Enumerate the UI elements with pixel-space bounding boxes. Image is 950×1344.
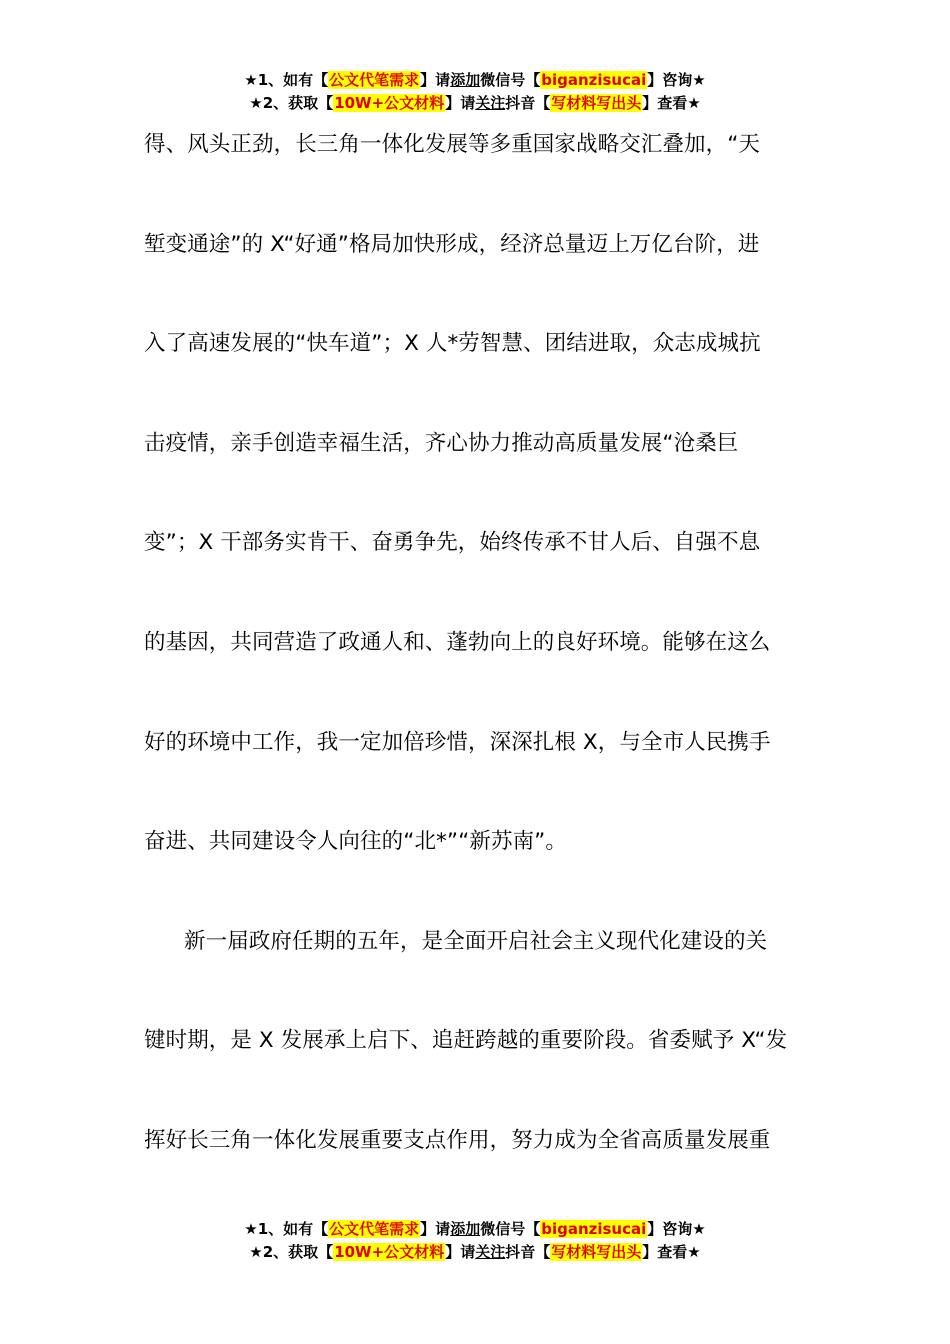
banner-text: 微信号【 (480, 1220, 541, 1238)
banner-text: ★2、获取【 (249, 94, 334, 112)
banner-line-2 (0, 92, 950, 115)
paragraph-start-line: 新一届政府任期的五年，是全面开启社会主义现代化建设的关 (184, 928, 768, 954)
highlighted-text: 10W+公文材料 (334, 94, 445, 112)
underlined-text: 关注 (475, 94, 506, 112)
highlighted-text: 公文代笔需求 (329, 1220, 420, 1238)
text-line: 变”；X 干部务实肯干、奋勇争先，始终传承不甘人后、自强不息 (144, 530, 761, 556)
underlined-text: 添加 (450, 71, 481, 89)
text-line: 挥好长三角一体化发展重要支点作用，努力成为全省高质量发展重 (144, 1127, 771, 1153)
banner-text: 】查看★ (642, 94, 701, 112)
highlighted-text: 公文代笔需求 (329, 71, 420, 89)
banner-text: 】咨询★ (647, 1220, 706, 1238)
banner-text: 微信号【 (480, 71, 541, 89)
douyin-account: 写材料写出头 (551, 1243, 642, 1261)
footer-banner (0, 1218, 950, 1264)
underlined-text: 添加 (450, 1220, 481, 1238)
text-line: 键时期，是 X 发展承上启下、追赶跨越的重要阶段。省委赋予 X“发 (144, 1028, 788, 1054)
banner-text: 】请 (420, 1220, 451, 1238)
banner-text: ★1、如有【 (244, 71, 329, 89)
banner-text: 】查看★ (642, 1243, 701, 1261)
text-line: 堑变通途”的 X“好通”格局加快形成，经济总量迈上万亿台阶，进 (144, 231, 760, 257)
text-line: 击疫情，亲手创造幸福生活，齐心协力推动高质量发展“沧桑巨 (144, 430, 739, 456)
header-banner (0, 69, 950, 115)
banner-line-2 (0, 1241, 950, 1264)
banner-text: 】咨询★ (647, 71, 706, 89)
underlined-text: 关注 (475, 1243, 506, 1261)
banner-text: 抖音【 (505, 1243, 551, 1261)
banner-text: 抖音【 (505, 94, 551, 112)
text-line: 好的环境中工作，我一定加倍珍惜，深深扎根 X，与全市人民携手 (144, 729, 771, 755)
banner-text: 】请 (445, 1243, 476, 1261)
text-line: 奋进、共同建设令人向往的“北*”“新苏南”。 (144, 829, 568, 855)
banner-text: ★2、获取【 (249, 1243, 334, 1261)
wechat-id: biganzisucai (541, 1220, 647, 1238)
banner-text: 】请 (445, 94, 476, 112)
banner-line-1 (0, 1218, 950, 1241)
douyin-account: 写材料写出头 (551, 94, 642, 112)
text-line: 的基因，共同营造了政通人和、蓬勃向上的良好环境。能够在这么 (144, 629, 771, 655)
document-body (144, 122, 808, 1218)
banner-text: ★1、如有【 (244, 1220, 329, 1238)
banner-text: 】请 (420, 71, 451, 89)
text-line: 入了高速发展的“快车道”；X 人*劳智慧、团结进取，众志成城抗 (144, 331, 761, 357)
highlighted-text: 10W+公文材料 (334, 1243, 445, 1261)
wechat-id: biganzisucai (541, 71, 647, 89)
text-line: 得、风头正劲，长三角一体化发展等多重国家战略交汇叠加，“天 (144, 132, 761, 157)
banner-line-1 (0, 69, 950, 92)
